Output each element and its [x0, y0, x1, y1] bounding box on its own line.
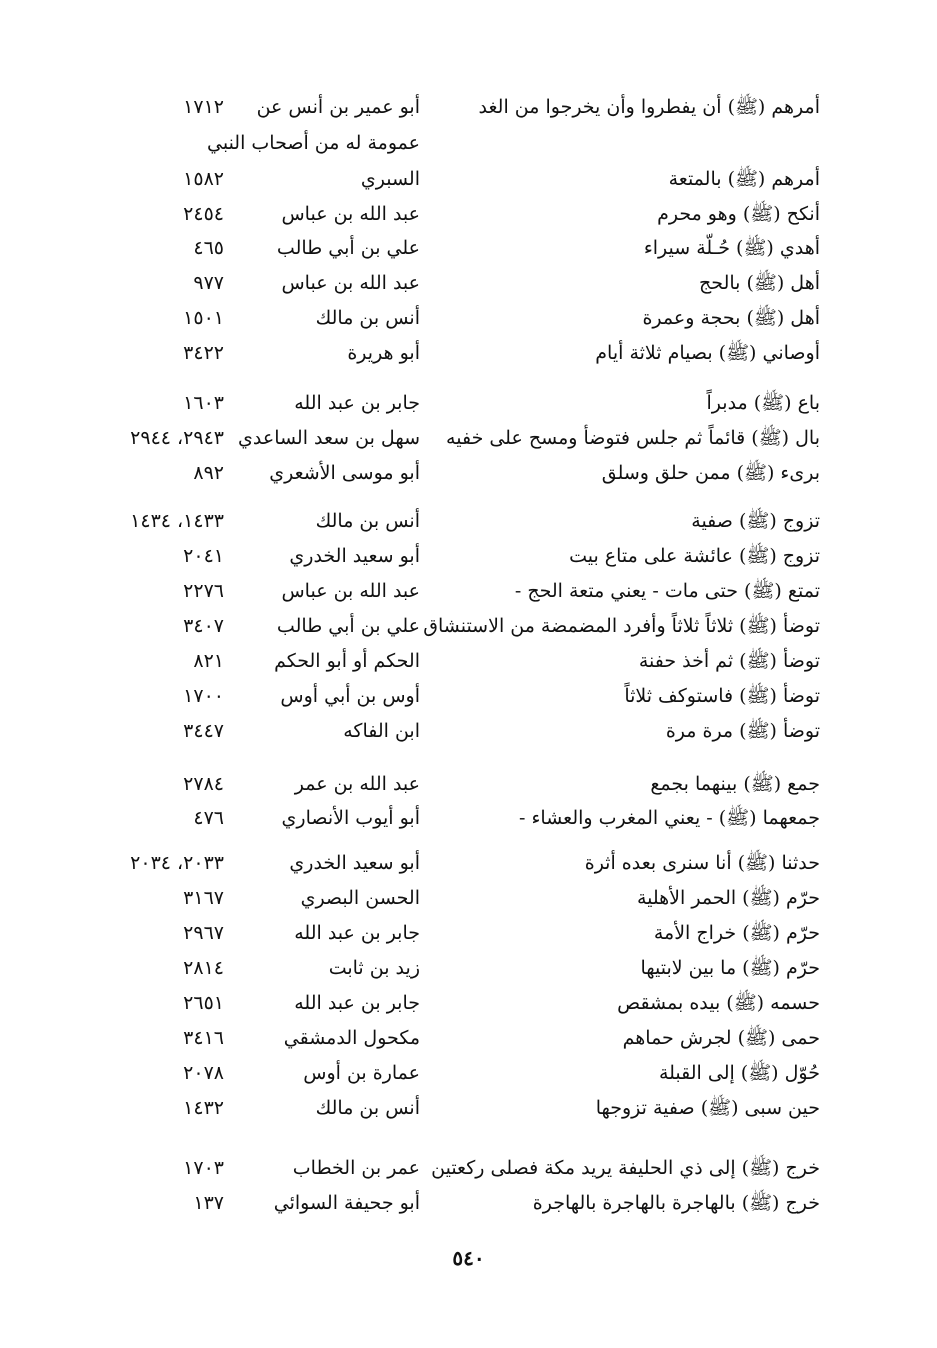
index-entry [60, 574, 820, 608]
entry-narrator: عبد الله بن عباس [281, 580, 420, 602]
entry-hadith-numbers: ٢٢٧٦ [183, 580, 224, 602]
entry-text: توضأ (ﷺ) مرة مرة [665, 720, 820, 742]
entry-hadith-numbers: ١٧٠٠ [183, 685, 224, 707]
index-entry [60, 1091, 820, 1125]
entry-hadith-numbers: ١٧٠٣ [183, 1157, 224, 1179]
entry-text: حرّم (ﷺ) خراج الأمة [653, 922, 820, 944]
entry-hadith-numbers: ١٦٠٣ [183, 392, 224, 414]
entry-narrator: علي بن أبي طالب [276, 615, 420, 637]
entry-narrator: عمر بن الخطاب [292, 1157, 420, 1179]
entry-hadith-numbers: ٨٩٢ [193, 462, 224, 484]
entry-narrator: عبد الله بن عمر [294, 773, 420, 795]
index-entry [60, 1151, 820, 1185]
entry-hadith-numbers: ٣١٦٧ [183, 887, 224, 909]
entry-text: حُوّل (ﷺ) إلى القبلة [658, 1062, 820, 1084]
entry-hadith-numbers: ١٣٧ [193, 1192, 224, 1214]
entry-text: خرج (ﷺ) بالهاجرة بالهاجرة بالهاجرة [532, 1192, 820, 1214]
entry-hadith-numbers: ٤٧٦ [193, 807, 224, 829]
entry-narrator: جابر بن عبد الله [294, 392, 420, 414]
entry-narrator: أبو أيوب الأنصاري [281, 807, 420, 829]
index-entry [60, 162, 820, 196]
entry-narrator: ابن الفاكه [343, 720, 420, 742]
entry-text: حدثنا (ﷺ) أنا سنرى بعده أثرة [584, 852, 820, 874]
index-entry [60, 539, 820, 573]
index-entry [60, 1021, 820, 1055]
entry-hadith-numbers: ٣٤٢٢ [183, 342, 224, 364]
entry-hadith-numbers: ٩٧٧ [193, 272, 224, 294]
entry-narrator: زيد بن ثابت [328, 957, 420, 979]
entry-narrator: السبري [360, 168, 420, 190]
index-entry [60, 1186, 820, 1220]
entry-narrator: أبو جحيفة السوائي [273, 1192, 420, 1214]
index-entry [60, 916, 820, 950]
index-entry [60, 90, 820, 124]
entry-text: جمعهما (ﷺ) - يعني المغرب والعشاء - [519, 807, 820, 829]
index-entry [60, 881, 820, 915]
entry-hadith-numbers: ٤٦٥ [193, 237, 224, 259]
entry-text: حرّم (ﷺ) ما بين لابتيها [640, 957, 820, 979]
entry-hadith-numbers: ١٥٠١ [183, 307, 224, 329]
entry-hadith-numbers: ١٧١٢ [183, 96, 224, 118]
entry-narrator: أوس بن أبي أوس [280, 685, 420, 707]
entry-narrator: جابر بن عبد الله [294, 922, 420, 944]
entry-hadith-numbers: ٢٤٥٤ [183, 203, 224, 225]
index-entry [60, 386, 820, 420]
entry-narrator: مكحول الدمشقي [283, 1027, 420, 1049]
entry-text: توضأ (ﷺ) ثم أخذ حفنة [638, 650, 820, 672]
entry-narrator: أبو هريرة [347, 342, 420, 364]
index-entry [60, 767, 820, 801]
entry-text: بال (ﷺ) قائماً ثم جلس فتوضأ ومسح على خفيه [446, 427, 820, 449]
entry-text: توضأ (ﷺ) فاستوكف ثلاثاً [624, 685, 820, 707]
entry-narrator: جابر بن عبد الله [294, 992, 420, 1014]
entry-hadith-numbers: ١٤٣٢ [183, 1097, 224, 1119]
entry-hadith-numbers: ١٥٨٢ [183, 168, 224, 190]
entry-text: أمرهم (ﷺ) بالمتعة [668, 168, 820, 190]
entry-text: أهدي (ﷺ) حُـلّة سيراء [643, 237, 820, 259]
entry-text: حين سبى (ﷺ) صفية تزوجها [595, 1097, 820, 1119]
index-entry [60, 504, 820, 538]
index-entry [60, 801, 820, 835]
entry-hadith-numbers: ٣٤٤٧ [183, 720, 224, 742]
index-entry [60, 714, 820, 748]
entry-hadith-numbers: ٢٠٧٨ [183, 1062, 224, 1084]
entry-hadith-numbers: ٢٧٨٤ [183, 773, 224, 795]
entry-narrator: أنس بن مالك [315, 510, 420, 532]
entry-narrator: أنس بن مالك [315, 307, 420, 329]
entry-hadith-numbers: ٢٦٥١ [183, 992, 224, 1014]
entry-narrator: عمومة له من أصحاب النبي [207, 132, 420, 154]
entry-text: تمتع (ﷺ) حتى مات - يعني متعة الحج - [514, 580, 820, 602]
index-entry [60, 126, 820, 160]
entry-hadith-numbers: ٢٠٤١ [183, 545, 224, 567]
entry-text: أوصاني (ﷺ) بصيام ثلاثة أيام [595, 342, 820, 364]
entry-text: باع (ﷺ) مدبراً [706, 392, 820, 414]
entry-hadith-numbers: ٢٠٣٣، ٢٠٣٤ [130, 852, 224, 874]
entry-text: خرج (ﷺ) إلى ذي الحليفة يريد مكة فصلى ركعتين [431, 1157, 820, 1179]
index-entry [60, 266, 820, 300]
index-entry [60, 609, 820, 643]
entry-narrator: الحسن البصري [300, 887, 420, 909]
index-entry [60, 679, 820, 713]
entry-hadith-numbers: ٢٨١٤ [183, 957, 224, 979]
entry-text: جمع (ﷺ) بينهما بجمع [650, 773, 820, 795]
entry-text: حسمه (ﷺ) بيده بمشقص [617, 992, 820, 1014]
index-entry [60, 301, 820, 335]
index-entry [60, 986, 820, 1020]
page-number: ٥٤٠ [452, 1246, 485, 1270]
entry-narrator: عبد الله بن عباس [281, 272, 420, 294]
entry-hadith-numbers: ٣٤١٦ [183, 1027, 224, 1049]
entry-narrator: أنس بن مالك [315, 1097, 420, 1119]
entry-text: تزوج (ﷺ) صفية [691, 510, 820, 532]
entry-narrator: أبو سعيد الخدري [289, 545, 420, 567]
entry-text: حمى (ﷺ) لجرش حماهم [622, 1027, 820, 1049]
entry-text: حرّم (ﷺ) الحمر الأهلية [636, 887, 820, 909]
entry-narrator: الحكم أو أبو الحكم [274, 650, 420, 672]
entry-text: أمرهم (ﷺ) أن يفطروا وأن يخرجوا من الغد [478, 96, 820, 118]
index-entry [60, 336, 820, 370]
entry-narrator: أبو موسى الأشعري [269, 462, 420, 484]
index-entry [60, 197, 820, 231]
entry-hadith-numbers: ٣٤٠٧ [183, 615, 224, 637]
entry-hadith-numbers: ٨٢١ [193, 650, 224, 672]
index-entry [60, 951, 820, 985]
entry-text: أهل (ﷺ) بحجة وعمرة [642, 307, 820, 329]
entry-text: أهل (ﷺ) بالحج [699, 272, 820, 294]
index-entry [60, 231, 820, 265]
entry-text: تزوج (ﷺ) عائشة على متاع بيت [569, 545, 820, 567]
entry-hadith-numbers: ٢٩٦٧ [183, 922, 224, 944]
entry-narrator: علي بن أبي طالب [276, 237, 420, 259]
entry-text: توضأ (ﷺ) ثلاثاً ثلاثاً وأفرد المضمضة من الاستنشاق [423, 615, 820, 637]
entry-narrator: سهل بن سعد الساعدي [238, 427, 420, 449]
entry-hadith-numbers: ٢٩٤٣، ٢٩٤٤ [130, 427, 224, 449]
entry-narrator: أبو عمير بن أنس عن [256, 96, 420, 118]
entry-text: أنكح (ﷺ) وهو محرم [657, 203, 820, 225]
index-entry [60, 846, 820, 880]
entry-narrator: أبو سعيد الخدري [289, 852, 420, 874]
index-entry [60, 456, 820, 490]
entry-narrator: عبد الله بن عباس [281, 203, 420, 225]
index-entry [60, 1056, 820, 1090]
entry-hadith-numbers: ١٤٣٣، ١٤٣٤ [130, 510, 224, 532]
index-entry [60, 421, 820, 455]
entry-text: برىء (ﷺ) ممن حلق وسلق [601, 462, 820, 484]
entry-narrator: عمارة بن أوس [303, 1062, 420, 1084]
index-entry [60, 644, 820, 678]
